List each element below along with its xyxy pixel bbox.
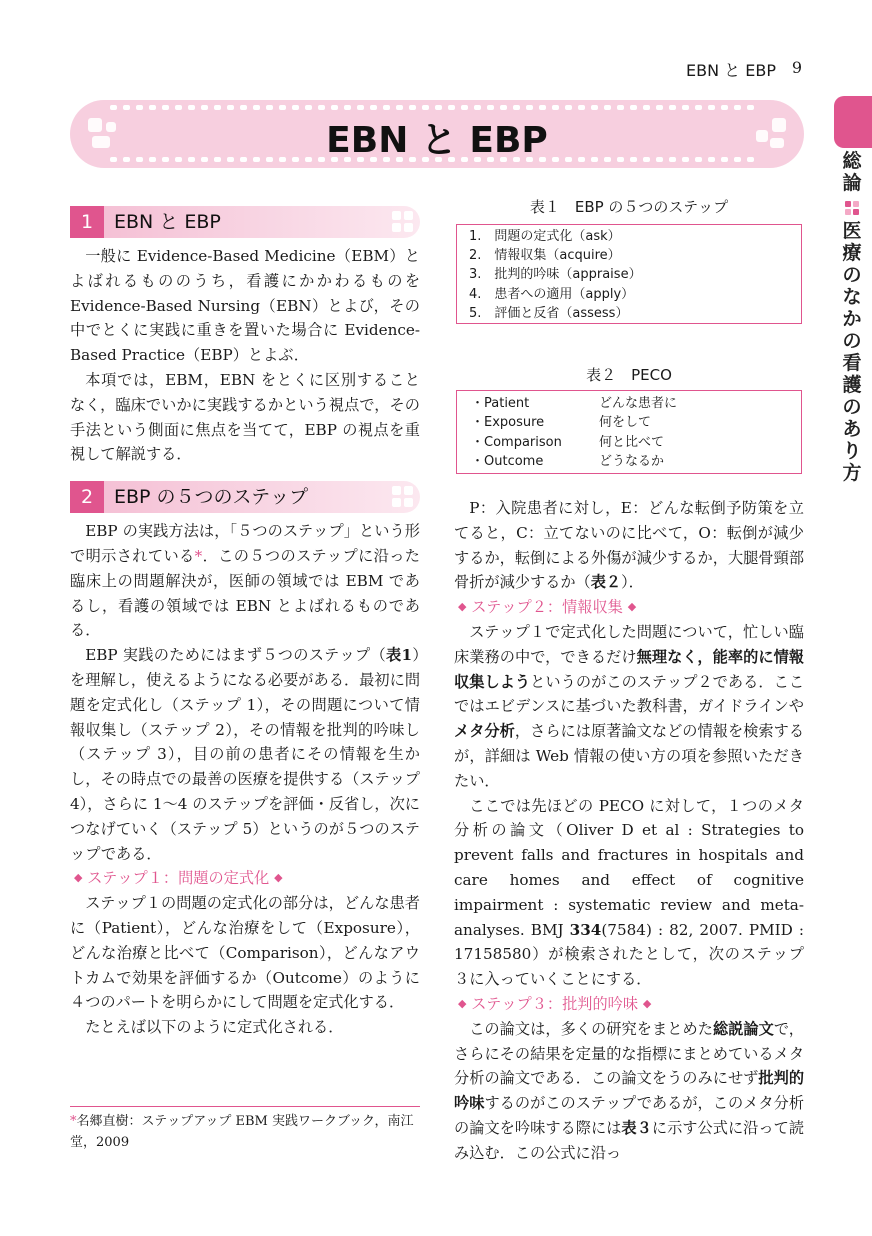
banner-dot bbox=[344, 105, 351, 110]
banner-dot bbox=[578, 105, 585, 110]
table2-row bbox=[471, 413, 801, 432]
side-label-char: の bbox=[842, 396, 862, 418]
banner-dot bbox=[474, 105, 481, 110]
peco-value: 何をして bbox=[599, 415, 652, 431]
banner-dot bbox=[305, 105, 312, 110]
banner-dot bbox=[149, 105, 156, 110]
table1-row: 3. 批判的吟味（appraise） bbox=[469, 267, 642, 283]
table2-row bbox=[471, 394, 801, 413]
banner-dot bbox=[643, 105, 650, 110]
text: に示す公式に沿って読み込む．この公式に沿っ bbox=[454, 1118, 804, 1162]
paragraph: 一般に Evidence-Based Medicine（EBM）とよばれるもののうち，看護にかかわるものを Evidence-Based Nursing（EBN）とよび，その中でとくに実践に重きを置いた場合に Evidence-Based Practice（EBP）とよぶ． bbox=[70, 247, 420, 365]
banner-dot bbox=[422, 105, 429, 110]
table2-row bbox=[471, 452, 801, 471]
diamond-icon: ◆ bbox=[458, 600, 467, 614]
table1-row: 4. 患者への適用（apply） bbox=[469, 286, 635, 302]
step-title: ステップ３：批判的吟味 bbox=[471, 994, 639, 1013]
banner-dot bbox=[214, 105, 221, 110]
emphasis: 総説論文 bbox=[712, 1019, 774, 1038]
peco-key: ・Outcome bbox=[471, 454, 544, 470]
side-label-char: の bbox=[842, 330, 862, 352]
chapter-tab bbox=[834, 96, 872, 148]
emphasis: 批判的吟味 bbox=[454, 1069, 804, 1113]
section-title: EBP の５つのステップ bbox=[114, 486, 309, 509]
side-label-char: か bbox=[842, 308, 862, 330]
banner-dot bbox=[591, 105, 598, 110]
section-number: 1 bbox=[70, 206, 104, 238]
text: この論文は，多くの研究をまとめた bbox=[469, 1019, 713, 1038]
table-ref: 表２ bbox=[590, 573, 622, 592]
banner-dot bbox=[227, 105, 234, 110]
paragraph bbox=[454, 794, 804, 992]
text: するのがこのステップであるが，このメタ分析の論文を吟味する際には bbox=[454, 1094, 805, 1137]
step-heading-2 bbox=[454, 595, 804, 620]
section-square-icon bbox=[392, 211, 414, 233]
paragraph: ステップ１の問題の定式化の部分は，どんな患者に（Patient），どんな治療をして（Exposure），どんな治療と比べて（Comparison），どんなアウトカムで効果を評価するか（Outcome）のように４つのパートを明らかにして問題を定式化する． bbox=[70, 894, 420, 1012]
paragraph bbox=[454, 1017, 804, 1166]
side-label-char: 看 bbox=[842, 352, 862, 374]
side-label-char: な bbox=[842, 286, 862, 308]
banner-dot bbox=[383, 105, 390, 110]
peco-value: 何と比べて bbox=[599, 434, 665, 450]
paragraph bbox=[70, 643, 420, 866]
peco-key: ・Patient bbox=[471, 396, 530, 411]
banner-dot bbox=[240, 105, 247, 110]
step-heading-3 bbox=[454, 992, 804, 1017]
banner-dot bbox=[500, 105, 507, 110]
step-title: ステップ１：問題の定式化 bbox=[87, 869, 270, 888]
banner-dot bbox=[552, 105, 559, 110]
text: ）． bbox=[621, 573, 644, 592]
banner-dot bbox=[110, 105, 117, 110]
step-title: ステップ２：情報収集 bbox=[471, 598, 623, 617]
banner-dot bbox=[266, 105, 273, 110]
side-chapter-label bbox=[838, 150, 866, 484]
text: ）を理解し，使えるようになる必要がある．最初に問題を定式化し（ステップ 1），その問題について情報収集し（ステップ 2），その情報を批判的吟味し（ステップ 3），目の前の患者にその情報を生かし，その時点での最善の医療を提供する（ステップ 4），さらに 1〜4 のステップを評価・反省し，次につなげていく（ステップ 5）というのが５つのステップである． bbox=[70, 646, 420, 863]
peco-key: ・Comparison bbox=[471, 434, 562, 450]
side-label-char: 総 bbox=[842, 150, 862, 172]
table-ref: 表３ bbox=[621, 1118, 652, 1137]
paragraph: たとえば以下のように定式化される． bbox=[85, 1018, 344, 1037]
text: ．この５つのステップに沿った臨床上の問題解決が，医師の領域では EBM であるし，看護の領域では EBN とよばれるものである． bbox=[70, 546, 420, 640]
right-column bbox=[454, 496, 804, 1166]
table-ref: 表1 bbox=[386, 646, 413, 665]
banner-dot bbox=[409, 105, 416, 110]
peco-value: どんな患者に bbox=[599, 396, 678, 411]
diamond-icon: ◆ bbox=[627, 600, 637, 614]
table2 bbox=[456, 390, 802, 474]
text: P：入院患者に対し，E：どんな転倒予防策を立てると，C：立てないのに比べて，O：転倒が減少するか，転倒による外傷が減少するか，大腿骨頸部骨折が減少するか（ bbox=[454, 499, 804, 592]
section-heading-1 bbox=[70, 206, 420, 238]
diamond-icon: ◆ bbox=[274, 871, 283, 885]
side-label-char: 方 bbox=[842, 462, 862, 484]
text: ，さらには原著論文などの情報を検索するが，詳細は Web 情報の使い方の項を参照いただきたい． bbox=[454, 722, 804, 790]
banner-dot bbox=[695, 105, 702, 110]
banner-dot bbox=[448, 105, 455, 110]
table2-row bbox=[471, 433, 801, 452]
banner-dot bbox=[123, 105, 130, 110]
text: で，さらにその結果を定量的な指標にまとめているメタ分析の論文である．この論文をうのみにせず bbox=[454, 1019, 804, 1088]
table1-row: 5. 評価と反省（assess） bbox=[469, 305, 629, 321]
text: というのがこのステップ２である．ここではエビデンスに基づいた教科書，ガイドラインや bbox=[454, 672, 805, 716]
side-label-char: り bbox=[842, 440, 862, 462]
banner-dot bbox=[526, 105, 533, 110]
page-number: 9 bbox=[791, 58, 802, 77]
banner-dot bbox=[604, 105, 611, 110]
text: ステップ１で定式化した問題について，忙しい臨床業務の中で，できるだけ bbox=[454, 622, 804, 666]
emphasis: 無理なく，能率的に情報収集しよう bbox=[454, 647, 804, 691]
banner-dot bbox=[565, 105, 572, 110]
section-title: EBN と EBP bbox=[114, 211, 221, 233]
banner-dot bbox=[435, 105, 442, 110]
paragraph bbox=[454, 620, 804, 794]
table1 bbox=[456, 224, 802, 324]
diamond-icon: ◆ bbox=[458, 996, 467, 1010]
paragraph bbox=[70, 519, 420, 643]
diamond-icon: ◆ bbox=[74, 871, 83, 885]
banner-dot bbox=[682, 105, 689, 110]
table1-caption: 表１ EBP の５つのステップ bbox=[529, 198, 729, 216]
banner-dot bbox=[617, 105, 624, 110]
banner-dot bbox=[370, 105, 377, 110]
footnote bbox=[70, 1106, 420, 1153]
banner-dot bbox=[721, 105, 728, 110]
side-label-char: 論 bbox=[842, 172, 862, 194]
banner-dot bbox=[279, 105, 286, 110]
banner-dot bbox=[201, 105, 208, 110]
text: ここでは先ほどの PECO に対して，１つのメタ分析の論文（Oliver D et al : Strategies to prevent falls and fractures in hospitals and care homes and effect of cognitive impairment : systematic review and meta-analyses. BMJ bbox=[454, 796, 804, 939]
side-label-char: 医 bbox=[842, 220, 862, 242]
section-heading-2 bbox=[70, 481, 420, 513]
left-column bbox=[70, 206, 420, 1040]
banner-dot bbox=[253, 105, 260, 110]
table2-caption: 表２ PECO bbox=[586, 366, 672, 384]
banner-dot bbox=[747, 105, 754, 110]
banner-dot bbox=[669, 105, 676, 110]
section-square-icon bbox=[392, 486, 414, 508]
banner-dots-top bbox=[110, 105, 764, 111]
banner-dot bbox=[396, 105, 403, 110]
banner-dot bbox=[656, 105, 663, 110]
title-banner bbox=[70, 100, 804, 168]
banner-dot bbox=[331, 105, 338, 110]
paragraph bbox=[454, 496, 804, 595]
side-label-char: 療 bbox=[842, 242, 862, 264]
footnote-text: 名郷直樹：ステップアップ EBM 実践ワークブック，南江堂，2009 bbox=[70, 1114, 414, 1150]
banner-dot bbox=[708, 105, 715, 110]
table1-row: 2. 情報収集（acquire） bbox=[469, 248, 621, 264]
banner-dot bbox=[357, 105, 364, 110]
banner-dot bbox=[175, 105, 182, 110]
banner-dot bbox=[539, 105, 546, 110]
text: EBP の実践方法は，「５つのステップ」という形で明示されている bbox=[70, 522, 420, 565]
banner-dot bbox=[318, 105, 325, 110]
banner-dot bbox=[630, 105, 637, 110]
banner-dot bbox=[292, 105, 299, 110]
banner-dot bbox=[461, 105, 468, 110]
running-head-title: EBN と EBP bbox=[686, 61, 776, 80]
banner-dot bbox=[734, 105, 741, 110]
banner-dot bbox=[188, 105, 195, 110]
page-title: EBN と EBP bbox=[326, 120, 548, 161]
banner-dot bbox=[136, 105, 143, 110]
volume-number: 334 bbox=[569, 920, 602, 939]
paragraph: 本項では，EBM，EBN をとくに区別することなく，臨床でいかに実践するかという視点で，その手法という側面に焦点を当てて，EBP の視点を重視して解説する． bbox=[70, 370, 420, 464]
text: EBP 実践のためにはまず５つのステップ（ bbox=[85, 646, 387, 665]
side-label-char: の bbox=[842, 264, 862, 286]
side-label-square-icon bbox=[845, 198, 859, 212]
text: (7584) : 82, 2007. PMID : 17158580）が検索されたとして，次のステップ３に入っていくことにする． bbox=[454, 920, 805, 989]
banner-dot bbox=[487, 105, 494, 110]
banner-dot bbox=[162, 105, 169, 110]
peco-key: ・Exposure bbox=[471, 415, 545, 431]
side-label-char: あ bbox=[842, 418, 862, 440]
section-number: 2 bbox=[70, 481, 104, 513]
footnote-marker: * bbox=[194, 546, 203, 565]
table1-row: 1. 問題の定式化（ask） bbox=[469, 229, 621, 244]
footnote-star: * bbox=[70, 1114, 77, 1129]
diamond-icon: ◆ bbox=[642, 996, 652, 1010]
banner-dot bbox=[513, 105, 520, 110]
emphasis: メタ分析 bbox=[454, 722, 515, 741]
step-heading-1 bbox=[70, 866, 420, 891]
peco-value: どうなるか bbox=[599, 454, 665, 470]
side-label-char: 護 bbox=[842, 374, 862, 396]
